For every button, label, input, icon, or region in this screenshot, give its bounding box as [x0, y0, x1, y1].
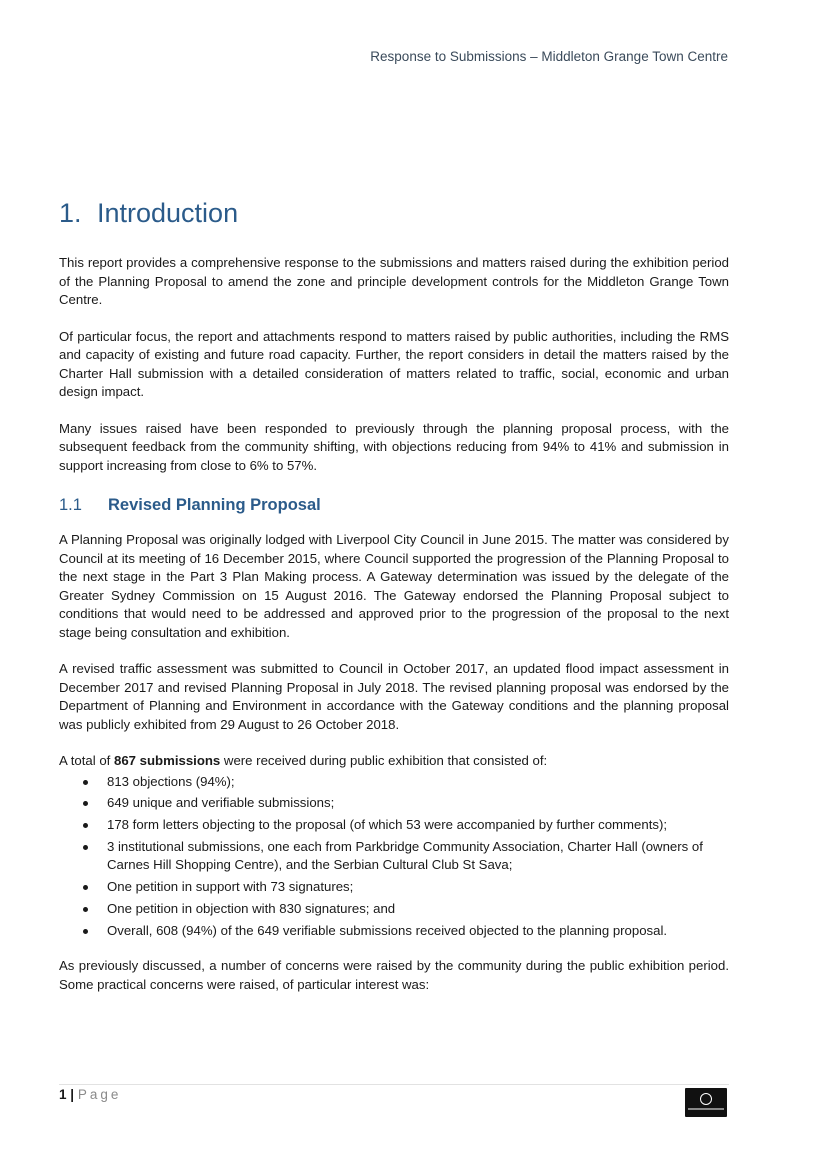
document-body [59, 196, 729, 1012]
subsection-number: 1.1 [59, 496, 82, 514]
submissions-lead: A total of 867 submissions were received during public exhibition that consisted of: [59, 753, 548, 768]
intro-paragraph-3: Many issues raised have been responded to previously through the planning proposal process, with the subsequent feedback from the community shifting, with objections reducing from 94% to 41% and submission in support increasing from close to 6% to 57%. [59, 420, 729, 473]
bullet-icon [83, 885, 88, 890]
list-item: 3 institutional submissions, one each from Parkbridge Community Association, Charter Hall (owners of Carnes Hill Shopping Centre), and the Serbian Cultural Club St Sava; [59, 838, 729, 875]
bullet-icon [83, 907, 88, 912]
list-item: 813 objections (94%); [59, 773, 729, 792]
page-number: 1 [59, 1087, 67, 1102]
bullet-icon [83, 780, 88, 785]
submissions-total: 867 submissions [113, 753, 221, 768]
closing-paragraph: As previously discussed, a number of concerns were raised by the community during the public exhibition period. Some practical concerns were raised, of particular interest was: [59, 958, 729, 992]
subsection-paragraph-2: A revised traffic assessment was submitted to Council in October 2017, an updated flood impact assessment in December 2017 and revised Planning Proposal in July 2018. The revised planning proposal was endorsed by the Department of Planning and Environment in accordance with the Gateway conditions and the planning proposal was publicly exhibited from 29 August to 26 October 2018. [59, 661, 729, 732]
list-item: One petition in support with 73 signatures; [59, 878, 729, 897]
list-item: Overall, 608 (94%) of the 649 verifiable submissions received objected to the planning proposal. [59, 922, 729, 941]
subsection-heading [59, 493, 729, 517]
bullet-icon [83, 801, 88, 806]
list-item: 178 form letters objecting to the proposal (of which 53 were accompanied by further comments); [59, 816, 729, 835]
page-indicator [59, 1087, 121, 1102]
intro-paragraph-2: Of particular focus, the report and attachments respond to matters raised by public authorities, including the RMS and capacity of existing and future road capacity. Further, the report considers in detail the matters raised by the Charter Hall submission with a detailed consideration of matters related to traffic, social, economic and urban design impact. [59, 328, 729, 399]
subsection-paragraph-1: A Planning Proposal was originally lodged with Liverpool City Council in June 2015. The matter was considered by Council at its meeting of 16 December 2015, where Council supported the progression of the Planning Proposal to the next stage in the Part 3 Plan Making process. A Gateway determination was issued by the delegate of the Greater Sydney Commission on 15 August 2016. The Gateway endorsed the Planning Proposal subject to conditions that would need to be addressed and approved prior to the progression of the proposal to the next stage being consultation and exhibition. [59, 532, 729, 640]
running-header: Response to Submissions – Middleton Grange Town Centre [370, 49, 728, 64]
subsection-title: Revised Planning Proposal [108, 496, 321, 514]
bullet-icon [83, 929, 88, 934]
section-title: Introduction [97, 198, 239, 228]
list-item: 649 unique and verifiable submissions; [59, 794, 729, 813]
bullet-icon [83, 845, 88, 850]
page-label: Page [77, 1087, 122, 1102]
footer-divider [59, 1084, 729, 1085]
section-heading [59, 196, 729, 230]
page-separator: | [70, 1087, 75, 1102]
intro-paragraph-1: This report provides a comprehensive response to the submissions and matters raised during the exhibition period of the Planning Proposal to amend the zone and principle development controls for the Middleton Grange Town Centre. [59, 255, 729, 307]
company-logo-icon [685, 1088, 727, 1117]
submissions-list [59, 773, 729, 941]
list-item: One petition in objection with 830 signatures; and [59, 900, 729, 919]
section-number: 1. [59, 198, 82, 228]
bullet-icon [83, 823, 88, 828]
